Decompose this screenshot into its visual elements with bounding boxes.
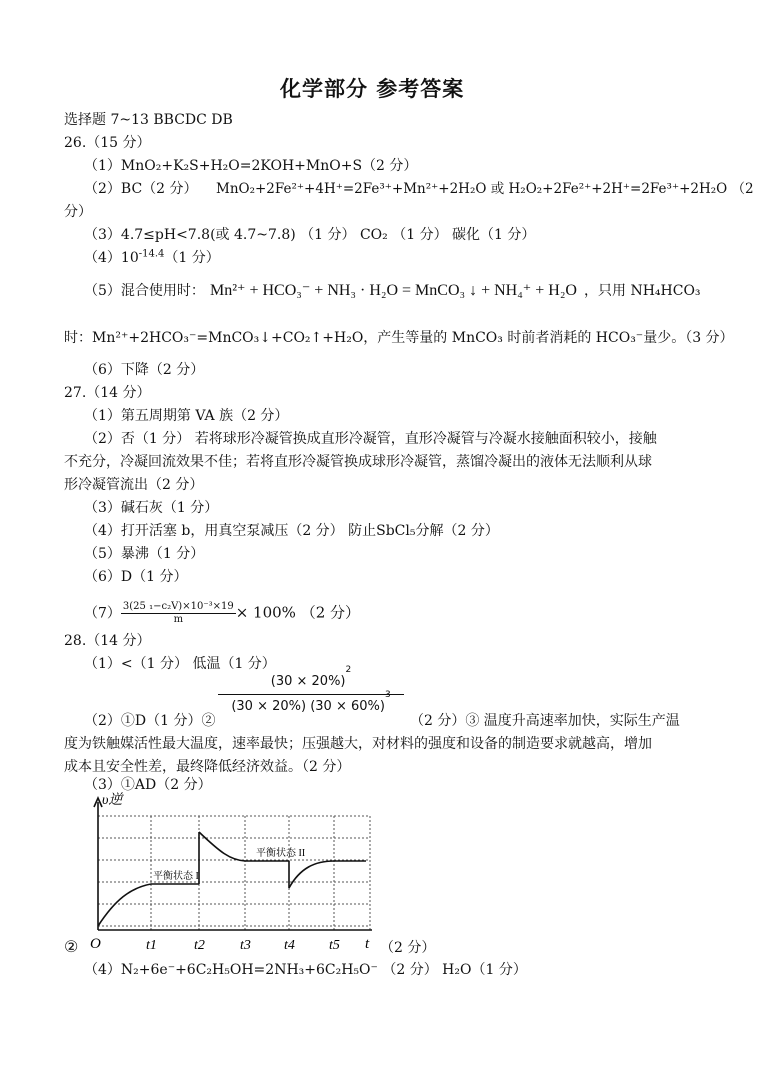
page-title: 化学部分 参考答案 — [280, 77, 465, 101]
q26-a5-label: （5）混合使用时： — [84, 283, 205, 299]
q28-a4: （4）N₂+6e⁻+6C₂H₅OH=2NH₃+6C₂H₅O⁻ （2 分） H₂O（1 分） — [84, 962, 527, 978]
tick-t3: t3 — [240, 938, 251, 953]
q28-a2-tail: （2 分）③ 温度升高速率加快，实际生产温 — [410, 713, 680, 729]
grid-lines — [98, 816, 370, 930]
q27-a7-numerator: 3(25 ₁−c₂V)×10⁻³×19 — [122, 601, 234, 612]
q27-a5: （5）暴沸（1 分） — [84, 546, 205, 562]
q27-a4: （4）打开活塞 b，用真空泵减压（2 分） 防止SbCl₅分解（2 分） — [84, 523, 499, 539]
q26-a4-exponent: -14.4 — [138, 248, 165, 260]
q27-a2-line2: 不充分，冷凝回流效果不佳；若将直形冷凝管换成球形冷凝管，蒸馏冷凝出的液体无法顺利从球 — [64, 454, 652, 470]
curve-segment-rise — [98, 884, 151, 926]
tick-t2: t2 — [194, 938, 205, 953]
state2-label: 平衡状态 II — [256, 848, 306, 859]
origin-label: O — [90, 936, 101, 952]
tick-t1: t1 — [146, 938, 157, 953]
graph-prefix: ② — [64, 937, 79, 956]
tick-t5: t5 — [329, 938, 340, 953]
q26-header: 26.（15 分） — [64, 135, 151, 151]
y-axis-label: υ逆 — [102, 793, 123, 808]
q27-a6: （6）D（1 分） — [84, 569, 188, 585]
q27-a2-line3: 形冷凝管流出（2 分） — [64, 477, 204, 493]
q27-a1: （1）第五周期第 VA 族（2 分） — [84, 408, 289, 424]
q26-a2-equation: MnO₂+2Fe²⁺+4H⁺=2Fe³⁺+Mn²⁺+2H₂O 或 H₂O₂+2Fe²⁺+2H⁺=2Fe³⁺+2H₂O （2 — [216, 181, 754, 197]
state1-label: 平衡状态 I — [153, 871, 199, 882]
curve-segment-fall — [199, 832, 245, 861]
q28-header: 28.（14 分） — [64, 633, 151, 649]
q26-a5-equation: Mn²⁺ + HCO₃⁻ + NH₃ · H₂O = MnCO₃ ↓ + NH₄⁺ + H₂O — [210, 282, 577, 299]
q27-header: 27.（14 分） — [64, 385, 151, 401]
q27-a3: （3）碱石灰（1 分） — [84, 500, 219, 516]
q26-a2-continued: 分） — [64, 204, 92, 220]
q28-kp-denominator: (30 × 20%) $(30 \times 60\%)^3$ — [231, 689, 391, 714]
x-axis-label: t — [365, 936, 370, 952]
q26-a4-score: （1 分） — [164, 250, 220, 266]
q28-a1: （1）<（1 分） 低温（1 分） — [84, 656, 276, 672]
q26-a4 — [84, 249, 220, 267]
curve-segment-recover — [289, 861, 334, 888]
q28-kp-numerator: $(30 \times 20\%)^2$ — [270, 664, 352, 689]
q26-a1: （1）MnO₂+K₂S+H₂O=2KOH+MnO+S（2 分） — [84, 158, 418, 174]
graph-score: （2 分） — [380, 940, 436, 956]
q27-a7-fraction — [121, 601, 236, 626]
q27-a2-line1: （2）否（1 分） 若将球形冷凝管换成直形冷凝管，直形冷凝管与冷凝水接触面积较小，接触 — [84, 431, 657, 447]
q28-a2-line3: 成本且安全性差，最终降低经济效益。（2 分） — [64, 759, 351, 775]
q26-a5-tail: ，只用 NH₄HCO₃ — [584, 283, 701, 299]
q26-a6: （6）下降（2 分） — [84, 362, 205, 378]
axes — [94, 798, 372, 930]
rate-curve — [98, 832, 366, 926]
q26-a2-label: （2）BC（2 分） — [84, 181, 198, 197]
q28-a2-line2: 度为铁触媒活性最大温度，速率最快；压强越大，对材料的强度和设备的制造要求就越高，增加 — [64, 736, 652, 752]
q27-a7-label: （7） — [84, 605, 121, 622]
q28-a3: （3）①AD（2 分） — [84, 777, 212, 793]
q27-a7 — [84, 601, 360, 626]
q26-a5-line2: 时：Mn²⁺+2HCO₃⁻=MnCO₃↓+CO₂↑+H₂O，产生等量的 MnCO₃ 时前者消耗的 HCO₃⁻量少。（3 分） — [64, 330, 734, 346]
q27-a7-tail: × 100% （2 分） — [235, 603, 361, 622]
tick-t4: t4 — [284, 938, 295, 953]
q26-a4-base: （4）10 — [84, 250, 139, 266]
choice-answers: 选择题 7~13 BBCDC DB — [64, 112, 233, 128]
q26-a3: （3）4.7≤pH<7.8(或 4.7~7.8) （1 分） CO₂ （1 分） 碳化（1 分） — [84, 227, 536, 243]
q27-a7-denominator: m — [173, 614, 184, 625]
q28-a2-label: （2）①D（1 分）② — [84, 713, 216, 729]
q28-kp-fraction — [218, 664, 404, 719]
rate-time-graph — [60, 788, 400, 960]
